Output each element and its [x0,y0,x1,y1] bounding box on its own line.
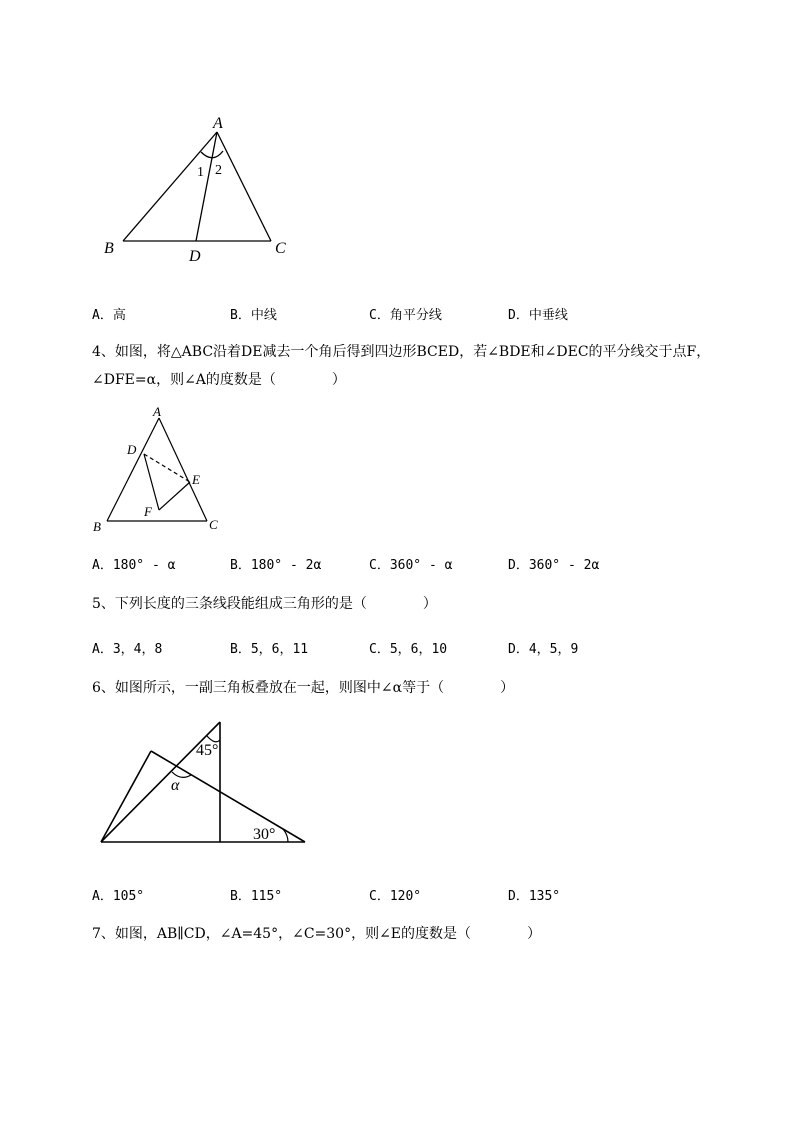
q3-option-d[interactable]: D．中垂线 [508,308,568,323]
q4-option-b[interactable]: B．180° - 2α [230,558,322,573]
q6-option-b[interactable]: B．115° [230,889,283,904]
fig1-angle-2: 2 [215,163,222,178]
q4-question-line2: ∠DFE=α，则∠A的度数是（ ） [92,372,346,388]
figure-triangle-abd [95,110,305,270]
q4-question-line1: 4、如图，将△ABC沿着DE减去一个角后得到四边形BCED，若∠BDE和∠DEC的平分线交于点F， [92,344,711,360]
q6-question: 6、如图所示，一副三角板叠放在一起，则图中∠α等于（ ） [92,680,515,696]
fig3-angle-30: 30° [253,826,276,843]
q4-option-c[interactable]: C．360° - α [369,558,453,573]
q5-option-a[interactable]: A．3，4，8 [92,642,163,657]
q4-option-d[interactable]: D．360° - 2α [508,558,600,573]
figure-set-squares [95,715,315,850]
q6-option-d[interactable]: D．135° [508,889,561,904]
fig1-label-d: D [189,248,201,265]
q5-question: 5、下列长度的三条线段能组成三角形的是（ ） [92,596,437,612]
q5-option-b[interactable]: B．5，6，11 [230,642,309,657]
q5-option-c[interactable]: C．5，6，10 [369,642,448,657]
figure-cut-triangle [88,404,228,536]
fig1-angle-1: 1 [197,165,204,180]
fig3-angle-45: 45° [196,742,219,759]
q6-option-a[interactable]: A．105° [92,889,145,904]
q3-option-a[interactable]: A．高 [92,308,126,323]
q4-option-a[interactable]: A．180° - α [92,558,176,573]
fig2-label-c: C [209,517,218,532]
fig2-label-a: A [153,404,161,419]
q6-option-c[interactable]: C．120° [369,889,422,904]
q3-option-c[interactable]: C．角平分线 [369,308,442,323]
fig2-label-d: D [127,442,137,457]
q5-option-d[interactable]: D．4，5，9 [508,642,579,657]
fig3-angle-alpha: α [171,777,180,794]
fig1-label-c: C [275,240,286,257]
q7-question: 7、如图，AB∥CD，∠A=45°，∠C=30°，则∠E的度数是（ ） [92,926,542,942]
fig2-label-b: B [93,519,101,534]
fig2-label-f: F [144,504,152,519]
fig1-label-b: B [104,240,114,257]
q3-option-b[interactable]: B．中线 [230,308,277,323]
fig1-label-a: A [213,115,223,132]
fig2-label-e: E [192,472,200,487]
